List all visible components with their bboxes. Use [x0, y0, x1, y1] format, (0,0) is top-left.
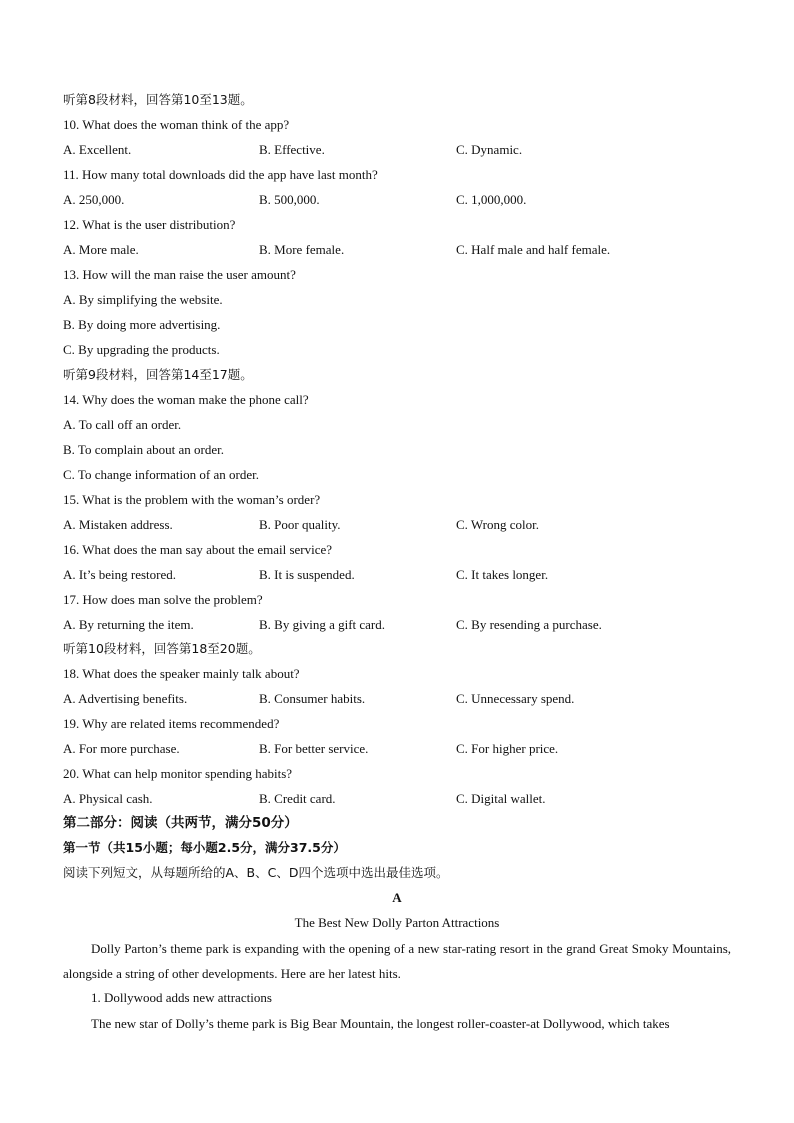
question-12: 12. What is the user distribution?	[63, 217, 236, 232]
option-a: A. For more purchase.	[63, 741, 180, 756]
question-10: 10. What does the woman think of the app?	[63, 117, 290, 132]
option-b: B. Poor quality.	[259, 517, 341, 532]
option-a: A. Advertising benefits.	[63, 691, 188, 706]
question-20: 20. What can help monitor spending habits?	[63, 766, 293, 781]
paragraph-text: Dolly Parton’s theme park is expanding with the opening of a new star-rating resort in the grand Great Smoky Mountains, alongside a string of other developments. Here are her latest hits.	[63, 941, 731, 981]
question-19: 19. Why are related items recommended?	[63, 716, 280, 731]
passage-title: The Best New Dolly Parton Attractions	[294, 915, 500, 930]
option-a: A. By simplifying the website.	[63, 292, 223, 307]
option-b: B. For better service.	[259, 741, 369, 756]
passage-letter: A	[392, 890, 402, 905]
question-13: 13. How will the man raise the user amount?	[63, 267, 296, 282]
paragraph	[63, 936, 731, 986]
option-a: A. To call off an order.	[63, 417, 182, 432]
question-11: 11. How many total downloads did the app have last month?	[63, 167, 378, 182]
instruction: 阅读下列短文，从每题所给的A、B、C、D四个选项中选出最佳选项。	[63, 865, 449, 880]
subheading: 1. Dollywood adds new attractions	[91, 990, 272, 1005]
option-a: A. More male.	[63, 242, 139, 257]
option-c: C. To change information of an order.	[63, 467, 259, 482]
section-header: 听第10段材料，回答第18至20题。	[63, 641, 261, 656]
question-14: 14. Why does the woman make the phone call?	[63, 392, 309, 407]
option-b: B. By giving a gift card.	[259, 617, 386, 632]
option-b: B. 500,000.	[259, 192, 320, 207]
option-b: B. Consumer habits.	[259, 691, 366, 706]
option-a: A. Physical cash.	[63, 791, 153, 806]
option-a: A. 250,000.	[63, 192, 125, 207]
option-a: A. By returning the item.	[63, 617, 194, 632]
option-c: C. By upgrading the products.	[63, 342, 220, 357]
option-c: C. Wrong color.	[456, 517, 540, 532]
option-c: C. By resending a purchase.	[456, 617, 602, 632]
part-title: 第二部分：阅读（共两节，满分50分）	[63, 815, 298, 831]
question-18: 18. What does the speaker mainly talk about?	[63, 666, 300, 681]
option-b: B. More female.	[259, 242, 345, 257]
option-b: B. Effective.	[259, 142, 325, 157]
option-c: C. Dynamic.	[456, 142, 523, 157]
paragraph	[63, 1011, 731, 1036]
option-b: B. By doing more advertising.	[63, 317, 221, 332]
section-title: 第一节（共15小题；每小题2.5分，满分37.5分）	[63, 840, 346, 855]
paragraph-text: The new star of Dolly’s theme park is Big Bear Mountain, the longest roller-coaster-at Dollywood, which takes	[91, 1016, 670, 1031]
option-b: B. Credit card.	[259, 791, 336, 806]
option-c: C. Digital wallet.	[456, 791, 546, 806]
section-header: 听第8段材料，回答第10至13题。	[63, 92, 253, 107]
question-17: 17. How does man solve the problem?	[63, 592, 263, 607]
option-a: A. Mistaken address.	[63, 517, 173, 532]
option-a: A. It’s being restored.	[63, 567, 177, 582]
option-a: A. Excellent.	[63, 142, 132, 157]
option-c: C. Unnecessary spend.	[456, 691, 575, 706]
option-b: B. It is suspended.	[259, 567, 355, 582]
option-c: C. Half male and half female.	[456, 242, 611, 257]
option-c: C. 1,000,000.	[456, 192, 527, 207]
option-c: C. For higher price.	[456, 741, 559, 756]
option-b: B. To complain about an order.	[63, 442, 224, 457]
question-15: 15. What is the problem with the woman’s order?	[63, 492, 321, 507]
section-header: 听第9段材料，回答第14至17题。	[63, 367, 253, 382]
option-c: C. It takes longer.	[456, 567, 549, 582]
question-16: 16. What does the man say about the email service?	[63, 542, 333, 557]
